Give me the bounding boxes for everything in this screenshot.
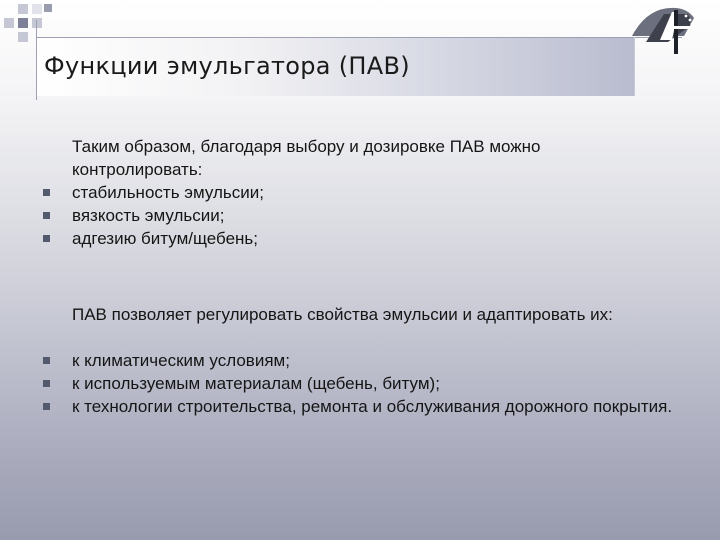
list-item-text: к используемым материалам (щебень, битум); <box>72 374 440 393</box>
square-bullet-icon <box>43 357 50 364</box>
list-item-text: адгезию битум/щебень; <box>72 229 259 248</box>
list-item <box>0 395 700 418</box>
title-divider-horizontal <box>36 37 682 38</box>
list-item <box>0 372 700 395</box>
square-bullet-icon <box>43 189 50 196</box>
square-bullet-icon <box>43 403 50 410</box>
block2-intro: ПАВ позволяет регулировать свойства эмульсии и адаптировать их: <box>72 305 613 324</box>
square-bullet-icon <box>43 212 50 219</box>
list-item <box>0 349 700 372</box>
road-sign-logo-icon <box>628 2 704 54</box>
list-item-text: к технологии строительства, ремонта и обслуживания дорожного покрытия. <box>72 397 673 416</box>
list-item-text: стабильность эмульсии; <box>72 183 264 202</box>
page-title: Функции эмульгатора (ПАВ) <box>44 52 410 80</box>
list-item-text: к климатическим условиям; <box>72 351 290 370</box>
list-item-text: вязкость эмульсии; <box>72 206 225 225</box>
list-item <box>0 227 700 250</box>
list-item <box>0 181 700 204</box>
title-divider-vertical <box>36 20 37 100</box>
square-bullet-icon <box>43 380 50 387</box>
square-bullet-icon <box>43 235 50 242</box>
list-item <box>0 204 700 227</box>
block1-intro: Таким образом, благодаря выбору и дозировке ПАВ можно контролировать: <box>72 137 541 179</box>
